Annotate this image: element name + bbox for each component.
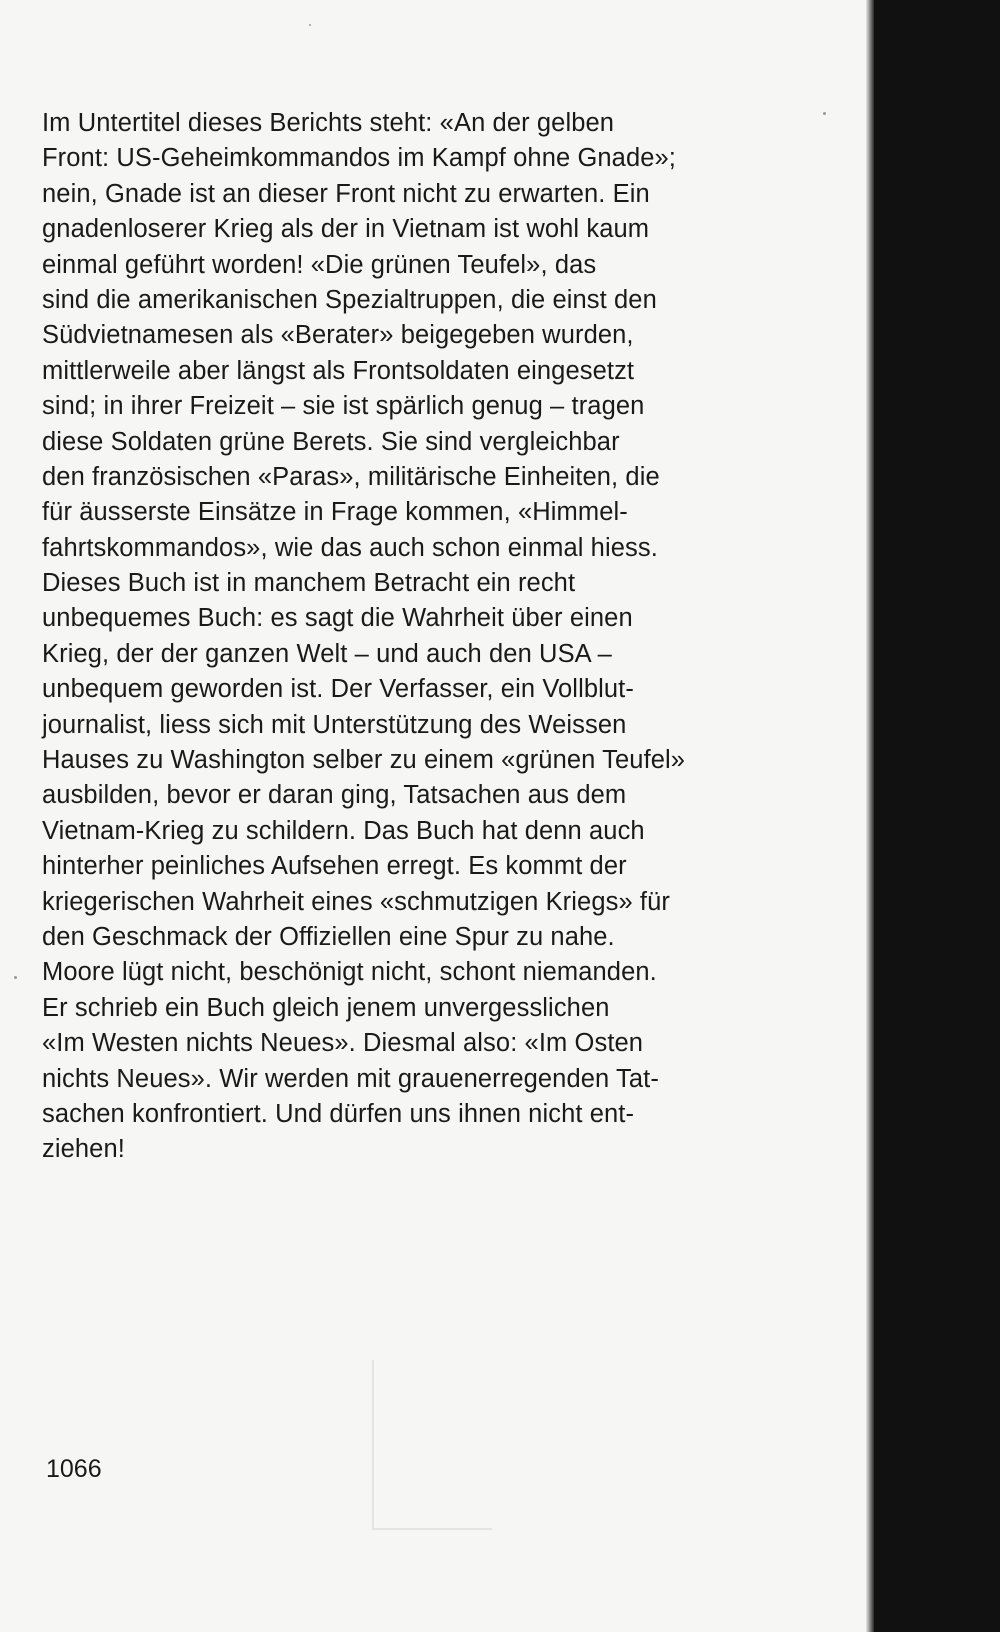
blurb-line: sind die amerikanischen Spezialtruppen, die einst den [42,285,657,314]
paper-crease [372,1360,374,1530]
blurb-line: diese Soldaten grüne Berets. Sie sind vergleichbar [42,427,620,456]
paper-speck [14,976,17,979]
blurb-line: Er schrieb ein Buch gleich jenem unvergesslichen [42,993,610,1022]
blurb-line: kriegerischen Wahrheit eines «schmutzigen Kriegs» für [42,887,670,916]
blurb-line: unbequemes Buch: es sagt die Wahrheit über einen [42,604,633,633]
blurb-line: Südvietnamesen als «Berater» beigegeben wurden, [42,321,634,350]
page-number: 1066 [46,1455,102,1483]
blurb-line: sachen konfrontiert. Und dürfen uns ihnen nicht ent- [42,1099,635,1128]
blurb-line: unbequem geworden ist. Der Verfasser, ein Vollblut- [42,675,634,704]
blurb-line: Hauses zu Washington selber zu einem «grünen Teufel» [42,746,686,775]
page-edge-shadow [866,0,874,1632]
blurb-line: mittlerweile aber längst als Frontsoldaten eingesetzt [42,356,635,385]
paper-crease [372,1528,492,1530]
blurb-line: Krieg, der der ganzen Welt – und auch den USA – [42,639,612,668]
blurb-line: den französischen «Paras», militärische Einheiten, die [42,462,660,491]
blurb-line: nichts Neues». Wir werden mit grauenerregenden Tat- [42,1064,659,1093]
blurb-line: ausbilden, bevor er daran ging, Tatsachen aus dem [42,781,627,810]
blurb-line: gnadenloserer Krieg als der in Vietnam ist wohl kaum [42,215,650,244]
blurb-line: Im Untertitel dieses Berichts steht: «An der gelben [42,109,615,137]
blurb-line: nein, Gnade ist an dieser Front nicht zu erwarten. Ein [42,179,650,208]
blurb-line: Vietnam-Krieg zu schildern. Das Buch hat denn auch [42,816,645,845]
blurb-line: einmal geführt worden! «Die grünen Teufel», das [42,250,597,279]
blurb-line: journalist, liess sich mit Unterstützung des Weissen [42,710,627,739]
paper-speck [823,112,826,115]
blurb-text [42,106,802,1168]
blurb-line: sind; in ihrer Freizeit – sie ist spärlich genug – tragen [42,392,645,421]
blurb-line: für äusserste Einsätze in Frage kommen, «Himmel- [42,498,628,527]
blurb-line: Moore lügt nicht, beschönigt nicht, schont niemanden. [42,958,657,987]
blurb-line: fahrtskommandos», wie das auch schon einmal hiess. [42,533,658,562]
blurb-line: Front: US-Geheimkommandos im Kampf ohne Gnade»; [42,144,676,173]
blurb-line: «Im Westen nichts Neues». Diesmal also: «Im Osten [42,1029,644,1058]
paper-speck [309,24,311,26]
blurb-line: ziehen! [42,1135,125,1164]
blurb-line: Dieses Buch ist in manchem Betracht ein recht [42,569,576,598]
blurb-line: den Geschmack der Offiziellen eine Spur zu nahe. [42,922,615,951]
blurb-line: hinterher peinliches Aufsehen erregt. Es kommt der [42,852,627,881]
